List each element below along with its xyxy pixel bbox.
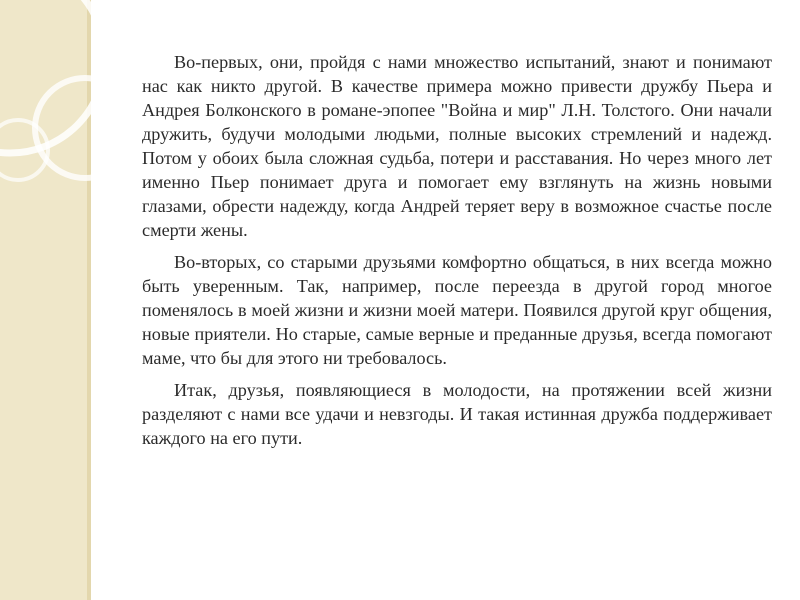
paragraph-3: Итак, друзья, появляющиеся в молодости, на протяжении всей жизни разделяют с нами все удачи и невзгоды. И такая истинная дружба поддерживает каждого на его пути. — [142, 380, 772, 448]
paragraph-1: Во-первых, они, пройдя с нами множество испытаний, знают и понимают нас как никто другой. В качестве примера можно привести дружбу Пьера и Андрея Болконского в романе-эпопее "Война и мир" Л.Н. Толстого. Они начали дружить, будучи молодыми людьми, полные высоких стремлений и надежд. Потом у обоих была сложная судьба, потери и расставания. Но через много лет именно Пьер понимает друга и помогает ему взглянуть на жизнь новыми глазами, обрести надежду, когда Андрей теряет веру в возможное счастье после смерти жены. — [142, 52, 772, 240]
decorative-dot — [105, 155, 115, 165]
band-edge-line — [87, 0, 91, 600]
text-body — [142, 50, 772, 458]
paragraph-2: Во-вторых, со старыми друзьями комфортно общаться, в них всегда можно быть уверенным. Так, например, после переезда в другой город многое поменялось в моей жизни и жизни моей матери. Появился другой круг общения, новые приятели. Но старые, самые верные и преданные друзья, всегда помогают маме, что бы для этого ни требовалось. — [142, 252, 772, 368]
left-decorative-band — [0, 0, 87, 600]
